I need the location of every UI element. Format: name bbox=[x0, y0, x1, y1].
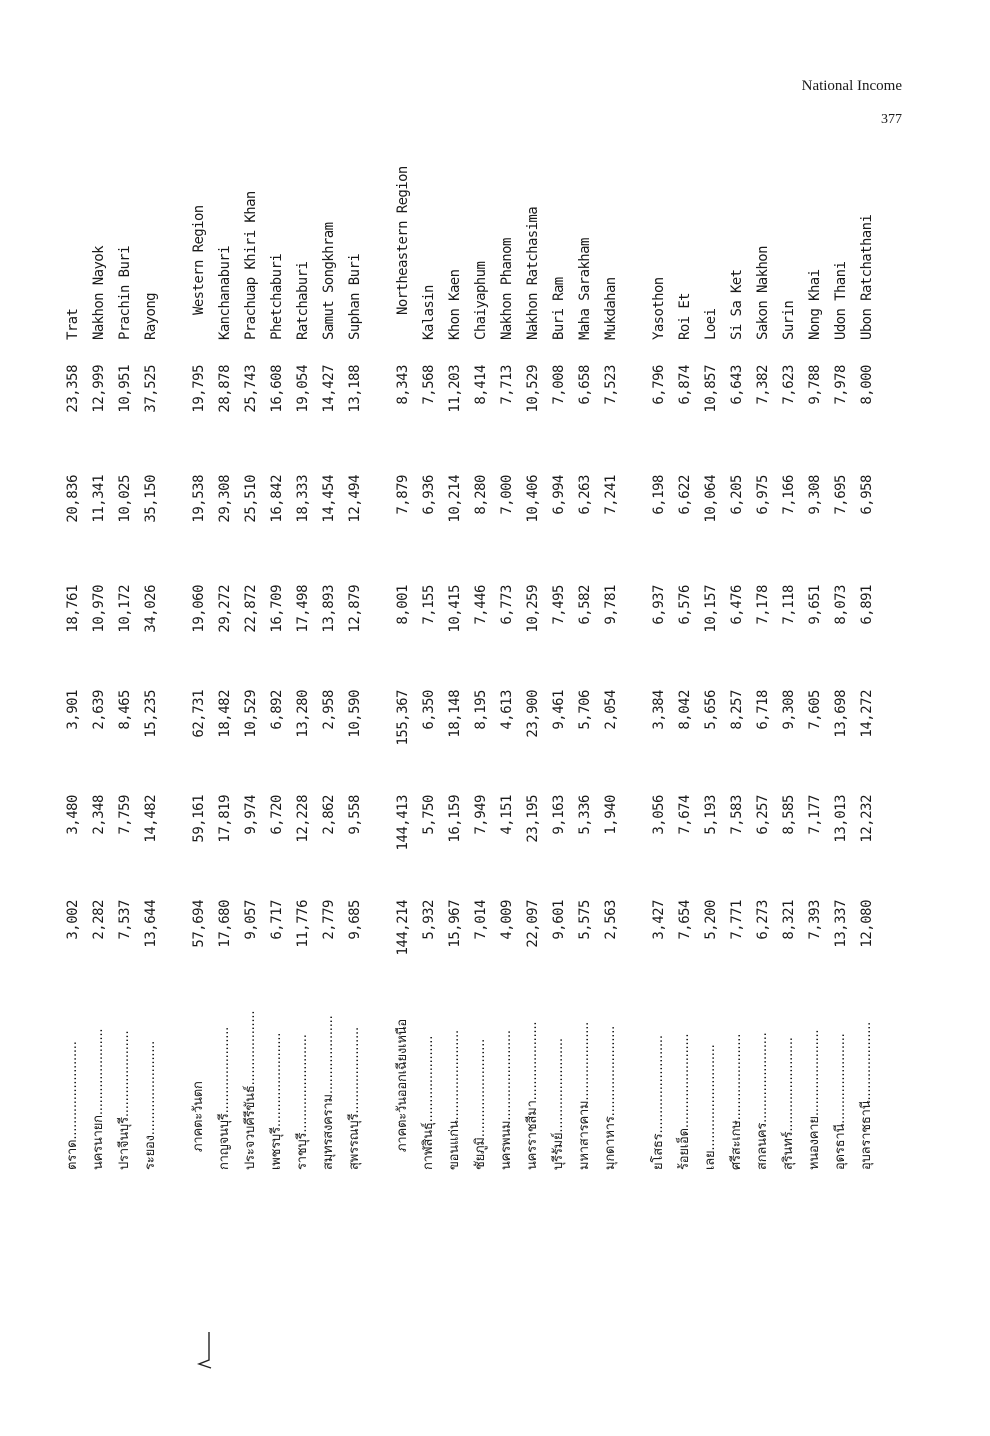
thai-province-name: นครพนม....................... bbox=[499, 1030, 514, 1170]
value-cell: 7,605 bbox=[807, 690, 823, 730]
english-province-name: Maha Sarakham bbox=[577, 238, 593, 340]
value-cell: 10,857 bbox=[703, 365, 719, 413]
english-province-name: Chaiyaphum bbox=[473, 261, 489, 340]
value-cell: 6,257 bbox=[755, 795, 771, 835]
value-cell: 12,080 bbox=[859, 900, 875, 948]
value-cell: 13,644 bbox=[143, 900, 159, 948]
english-province-name: Nakhon Ratchasima bbox=[525, 206, 541, 340]
english-province-name: Trat bbox=[65, 308, 81, 340]
english-province-name: Nakhon Nayok bbox=[91, 246, 107, 340]
table-row bbox=[646, 70, 672, 1170]
value-cell: 7,713 bbox=[499, 365, 515, 405]
thai-province-name: นครราชสีมา.................... bbox=[525, 1021, 540, 1170]
thai-province-name: ประจวบคีรีขันธ์................... bbox=[243, 1010, 258, 1170]
thai-province-name: ภาคตะวันตก bbox=[191, 1081, 206, 1152]
value-cell: 18,333 bbox=[295, 475, 311, 523]
table-row bbox=[468, 70, 494, 1170]
english-province-name: Prachuap Khiri Khan bbox=[243, 191, 259, 340]
value-cell: 11,341 bbox=[91, 475, 107, 523]
thai-province-name: เพชรบุรี........................ bbox=[269, 1032, 284, 1170]
value-cell: 7,393 bbox=[807, 900, 823, 940]
value-cell: 18,482 bbox=[217, 690, 233, 738]
value-cell: 6,658 bbox=[577, 365, 593, 405]
table-row bbox=[494, 70, 520, 1170]
value-cell: 7,000 bbox=[499, 475, 515, 515]
table-row bbox=[828, 70, 854, 1170]
value-cell: 10,406 bbox=[525, 475, 541, 523]
value-cell: 18,761 bbox=[65, 585, 81, 633]
value-cell: 35,150 bbox=[143, 475, 159, 523]
value-cell: 4,151 bbox=[499, 795, 515, 835]
table-row bbox=[238, 70, 264, 1170]
page-number: 377 bbox=[881, 112, 902, 127]
value-cell: 8,343 bbox=[395, 365, 411, 405]
value-cell: 14,427 bbox=[321, 365, 337, 413]
value-cell: 9,685 bbox=[347, 900, 363, 940]
value-cell: 12,228 bbox=[295, 795, 311, 843]
value-cell: 34,026 bbox=[143, 585, 159, 633]
value-cell: 12,999 bbox=[91, 365, 107, 413]
value-cell: 16,608 bbox=[269, 365, 285, 413]
thai-province-name: สมุทรสงคราม.................... bbox=[321, 1015, 336, 1170]
thai-province-name: กาฬสินธุ์...................... bbox=[421, 1035, 436, 1170]
value-cell: 6,718 bbox=[755, 690, 771, 730]
value-cell: 3,002 bbox=[65, 900, 81, 940]
thai-province-name: ชัยภูมิ......................... bbox=[473, 1038, 488, 1170]
value-cell: 19,538 bbox=[191, 475, 207, 523]
table-row bbox=[86, 70, 112, 1170]
value-cell: 7,537 bbox=[117, 900, 133, 940]
value-cell: 29,308 bbox=[217, 475, 233, 523]
running-header-title: National Income bbox=[801, 78, 902, 94]
value-cell: 14,454 bbox=[321, 475, 337, 523]
value-cell: 5,200 bbox=[703, 900, 719, 940]
table-row bbox=[60, 70, 86, 1170]
english-province-name: Suphan Buri bbox=[347, 253, 363, 340]
thai-province-name: ภาคตะวันออกเฉียงเหนือ bbox=[395, 1018, 410, 1152]
table-row bbox=[750, 70, 776, 1170]
region-header-row bbox=[186, 70, 212, 1170]
value-cell: 6,198 bbox=[651, 475, 667, 515]
value-cell: 7,166 bbox=[781, 475, 797, 515]
table-row bbox=[442, 70, 468, 1170]
value-cell: 3,427 bbox=[651, 900, 667, 940]
table-row bbox=[290, 70, 316, 1170]
value-cell: 8,257 bbox=[729, 690, 745, 730]
value-cell: 29,272 bbox=[217, 585, 233, 633]
value-cell: 13,337 bbox=[833, 900, 849, 948]
value-cell: 7,008 bbox=[551, 365, 567, 405]
table-row bbox=[698, 70, 724, 1170]
value-cell: 6,958 bbox=[859, 475, 875, 515]
value-cell: 9,974 bbox=[243, 795, 259, 835]
value-cell: 6,796 bbox=[651, 365, 667, 405]
value-cell: 8,042 bbox=[677, 690, 693, 730]
value-cell: 8,195 bbox=[473, 690, 489, 730]
value-cell: 19,060 bbox=[191, 585, 207, 633]
value-cell: 6,891 bbox=[859, 585, 875, 625]
value-cell: 7,674 bbox=[677, 795, 693, 835]
thai-province-name: ยโสธร......................... bbox=[651, 1035, 666, 1170]
value-cell: 16,842 bbox=[269, 475, 285, 523]
english-province-name: Kanchanaburi bbox=[217, 246, 233, 340]
value-cell: 2,639 bbox=[91, 690, 107, 730]
value-cell: 4,009 bbox=[499, 900, 515, 940]
value-cell: 18,148 bbox=[447, 690, 463, 738]
value-cell: 9,651 bbox=[807, 585, 823, 625]
value-cell: 5,932 bbox=[421, 900, 437, 940]
english-province-name: Roi Et bbox=[677, 293, 693, 340]
value-cell: 2,563 bbox=[603, 900, 619, 940]
value-cell: 17,819 bbox=[217, 795, 233, 843]
thai-province-name: ตราด......................... bbox=[65, 1041, 80, 1170]
value-cell: 11,776 bbox=[295, 900, 311, 948]
value-cell: 6,936 bbox=[421, 475, 437, 515]
value-cell: 3,056 bbox=[651, 795, 667, 835]
value-cell: 7,978 bbox=[833, 365, 849, 405]
value-cell: 6,937 bbox=[651, 585, 667, 625]
english-province-name: Loei bbox=[703, 308, 719, 340]
table-row bbox=[112, 70, 138, 1170]
value-cell: 7,446 bbox=[473, 585, 489, 625]
thai-province-name: มุกดาหาร....................... bbox=[603, 1025, 618, 1170]
thai-province-name: สุรินทร์........................ bbox=[781, 1037, 796, 1170]
value-cell: 7,654 bbox=[677, 900, 693, 940]
value-cell: 7,382 bbox=[755, 365, 771, 405]
value-cell: 13,893 bbox=[321, 585, 337, 633]
value-cell: 7,177 bbox=[807, 795, 823, 835]
value-cell: 9,558 bbox=[347, 795, 363, 835]
value-cell: 6,622 bbox=[677, 475, 693, 515]
value-cell: 10,529 bbox=[525, 365, 541, 413]
value-cell: 6,994 bbox=[551, 475, 567, 515]
value-cell: 19,054 bbox=[295, 365, 311, 413]
value-cell: 10,157 bbox=[703, 585, 719, 633]
value-cell: 13,280 bbox=[295, 690, 311, 738]
rotated-data-table bbox=[60, 70, 900, 1170]
value-cell: 6,273 bbox=[755, 900, 771, 940]
value-cell: 25,510 bbox=[243, 475, 259, 523]
table-row bbox=[212, 70, 238, 1170]
value-cell: 6,350 bbox=[421, 690, 437, 730]
value-cell: 10,259 bbox=[525, 585, 541, 633]
value-cell: 7,771 bbox=[729, 900, 745, 940]
table-row bbox=[572, 70, 598, 1170]
value-cell: 5,336 bbox=[577, 795, 593, 835]
value-cell: 144,413 bbox=[395, 795, 411, 851]
value-cell: 6,582 bbox=[577, 585, 593, 625]
value-cell: 12,232 bbox=[859, 795, 875, 843]
value-cell: 10,951 bbox=[117, 365, 133, 413]
value-cell: 6,892 bbox=[269, 690, 285, 730]
table-row bbox=[724, 70, 750, 1170]
thai-province-name: กาญจนบุรี...................... bbox=[217, 1026, 232, 1170]
thai-province-name: มหาสารคาม.................... bbox=[577, 1021, 592, 1170]
value-cell: 14,482 bbox=[143, 795, 159, 843]
value-cell: 16,159 bbox=[447, 795, 463, 843]
value-cell: 10,415 bbox=[447, 585, 463, 633]
value-cell: 2,282 bbox=[91, 900, 107, 940]
value-cell: 7,118 bbox=[781, 585, 797, 625]
value-cell: 16,709 bbox=[269, 585, 285, 633]
value-cell: 20,836 bbox=[65, 475, 81, 523]
thai-province-name: อุดรธานี....................... bbox=[833, 1033, 848, 1170]
english-province-name: Prachin Buri bbox=[117, 246, 133, 340]
english-province-name: Mukdahan bbox=[603, 277, 619, 340]
value-cell: 6,975 bbox=[755, 475, 771, 515]
value-cell: 155,367 bbox=[395, 690, 411, 746]
value-cell: 10,590 bbox=[347, 690, 363, 738]
value-cell: 10,970 bbox=[91, 585, 107, 633]
value-cell: 9,163 bbox=[551, 795, 567, 835]
value-cell: 10,025 bbox=[117, 475, 133, 523]
value-cell: 8,321 bbox=[781, 900, 797, 940]
value-cell: 8,001 bbox=[395, 585, 411, 625]
value-cell: 9,308 bbox=[781, 690, 797, 730]
value-cell: 6,874 bbox=[677, 365, 693, 405]
value-cell: 2,348 bbox=[91, 795, 107, 835]
english-province-name: Kalasin bbox=[421, 285, 437, 340]
thai-province-name: ขอนแก่น....................... bbox=[447, 1030, 462, 1170]
english-province-name: Surin bbox=[781, 300, 797, 340]
value-cell: 23,358 bbox=[65, 365, 81, 413]
thai-province-name: นครนายก...................... bbox=[91, 1028, 106, 1170]
value-cell: 15,235 bbox=[143, 690, 159, 738]
value-cell: 14,272 bbox=[859, 690, 875, 738]
value-cell: 6,720 bbox=[269, 795, 285, 835]
value-cell: 23,195 bbox=[525, 795, 541, 843]
value-cell: 9,788 bbox=[807, 365, 823, 405]
value-cell: 9,781 bbox=[603, 585, 619, 625]
table-row bbox=[598, 70, 624, 1170]
value-cell: 7,759 bbox=[117, 795, 133, 835]
value-cell: 10,214 bbox=[447, 475, 463, 523]
value-cell: 9,308 bbox=[807, 475, 823, 515]
thai-province-name: บุรีรัมย์........................ bbox=[551, 1038, 566, 1170]
value-cell: 37,525 bbox=[143, 365, 159, 413]
value-cell: 8,465 bbox=[117, 690, 133, 730]
value-cell: 5,750 bbox=[421, 795, 437, 835]
english-province-name: Buri Ram bbox=[551, 277, 567, 340]
value-cell: 19,795 bbox=[191, 365, 207, 413]
value-cell: 9,057 bbox=[243, 900, 259, 940]
value-cell: 13,698 bbox=[833, 690, 849, 738]
value-cell: 2,862 bbox=[321, 795, 337, 835]
table-row bbox=[520, 70, 546, 1170]
table-row bbox=[546, 70, 572, 1170]
value-cell: 17,498 bbox=[295, 585, 311, 633]
english-province-name: Nong Khai bbox=[807, 269, 823, 340]
value-cell: 4,613 bbox=[499, 690, 515, 730]
value-cell: 7,879 bbox=[395, 475, 411, 515]
table-row bbox=[342, 70, 368, 1170]
value-cell: 22,872 bbox=[243, 585, 259, 633]
table-row bbox=[138, 70, 164, 1170]
value-cell: 7,241 bbox=[603, 475, 619, 515]
english-province-name: Ratchaburi bbox=[295, 261, 311, 340]
value-cell: 7,949 bbox=[473, 795, 489, 835]
value-cell: 13,188 bbox=[347, 365, 363, 413]
thai-province-name: อุบลราชธานี.................... bbox=[859, 1021, 874, 1170]
table-row bbox=[416, 70, 442, 1170]
value-cell: 6,476 bbox=[729, 585, 745, 625]
value-cell: 8,073 bbox=[833, 585, 849, 625]
thai-province-name: ราชบุรี......................... bbox=[295, 1034, 310, 1170]
value-cell: 12,494 bbox=[347, 475, 363, 523]
english-province-name: Ubon Ratchathani bbox=[859, 214, 875, 340]
value-cell: 5,193 bbox=[703, 795, 719, 835]
thai-province-name: ร้อยเอ็ด........................ bbox=[677, 1033, 692, 1170]
value-cell: 2,958 bbox=[321, 690, 337, 730]
value-cell: 5,706 bbox=[577, 690, 593, 730]
value-cell: 5,656 bbox=[703, 690, 719, 730]
english-province-name: Nakhon Phanom bbox=[499, 238, 515, 340]
value-cell: 7,495 bbox=[551, 585, 567, 625]
english-province-name: Yasothon bbox=[651, 277, 667, 340]
value-cell: 6,205 bbox=[729, 475, 745, 515]
table-row bbox=[264, 70, 290, 1170]
value-cell: 2,054 bbox=[603, 690, 619, 730]
value-cell: 7,014 bbox=[473, 900, 489, 940]
english-province-name: Udon Thani bbox=[833, 261, 849, 340]
thai-province-name: หนองคาย...................... bbox=[807, 1029, 822, 1170]
value-cell: 28,878 bbox=[217, 365, 233, 413]
value-cell: 13,013 bbox=[833, 795, 849, 843]
english-province-name: Rayong bbox=[143, 293, 159, 340]
value-cell: 2,779 bbox=[321, 900, 337, 940]
value-cell: 59,161 bbox=[191, 795, 207, 843]
value-cell: 10,529 bbox=[243, 690, 259, 738]
value-cell: 9,601 bbox=[551, 900, 567, 940]
value-cell: 15,967 bbox=[447, 900, 463, 948]
english-province-name: Phetchaburi bbox=[269, 253, 285, 340]
value-cell: 23,900 bbox=[525, 690, 541, 738]
english-province-name: Samut Songkhram bbox=[321, 222, 337, 340]
value-cell: 3,901 bbox=[65, 690, 81, 730]
table-row bbox=[854, 70, 880, 1170]
value-cell: 7,568 bbox=[421, 365, 437, 405]
region-header-row bbox=[390, 70, 416, 1170]
thai-province-name: สกลนคร....................... bbox=[755, 1032, 770, 1170]
table-row bbox=[802, 70, 828, 1170]
value-cell: 3,480 bbox=[65, 795, 81, 835]
value-cell: 3,384 bbox=[651, 690, 667, 730]
value-cell: 5,575 bbox=[577, 900, 593, 940]
value-cell: 10,172 bbox=[117, 585, 133, 633]
value-cell: 6,263 bbox=[577, 475, 593, 515]
thai-province-name: เลย........................... bbox=[703, 1044, 718, 1170]
thai-province-name: สุพรรณบุรี...................... bbox=[347, 1027, 362, 1170]
pen-mark-icon bbox=[195, 1330, 225, 1370]
value-cell: 6,717 bbox=[269, 900, 285, 940]
thai-province-name: ปราจีนบุรี...................... bbox=[117, 1030, 132, 1170]
value-cell: 12,879 bbox=[347, 585, 363, 633]
value-cell: 7,178 bbox=[755, 585, 771, 625]
value-cell: 8,000 bbox=[859, 365, 875, 405]
value-cell: 8,585 bbox=[781, 795, 797, 835]
value-cell: 62,731 bbox=[191, 690, 207, 738]
table-row bbox=[316, 70, 342, 1170]
thai-province-name: ระยอง........................ bbox=[143, 1040, 158, 1170]
english-province-name: Si Sa Ket bbox=[729, 269, 745, 340]
value-cell: 10,064 bbox=[703, 475, 719, 523]
value-cell: 22,097 bbox=[525, 900, 541, 948]
table-row bbox=[672, 70, 698, 1170]
table-row bbox=[776, 70, 802, 1170]
value-cell: 7,695 bbox=[833, 475, 849, 515]
value-cell: 7,155 bbox=[421, 585, 437, 625]
value-cell: 25,743 bbox=[243, 365, 259, 413]
value-cell: 7,523 bbox=[603, 365, 619, 405]
value-cell: 8,414 bbox=[473, 365, 489, 405]
value-cell: 57,694 bbox=[191, 900, 207, 948]
value-cell: 6,773 bbox=[499, 585, 515, 625]
value-cell: 1,940 bbox=[603, 795, 619, 835]
english-province-name: Khon Kaen bbox=[447, 269, 463, 340]
english-province-name: Western Region bbox=[191, 205, 207, 315]
value-cell: 17,680 bbox=[217, 900, 233, 948]
value-cell: 144,214 bbox=[395, 900, 411, 956]
value-cell: 8,280 bbox=[473, 475, 489, 515]
value-cell: 7,623 bbox=[781, 365, 797, 405]
value-cell: 6,643 bbox=[729, 365, 745, 405]
value-cell: 11,203 bbox=[447, 365, 463, 413]
thai-province-name: ศรีสะเกษ...................... bbox=[729, 1033, 744, 1170]
english-province-name: Sakon Nakhon bbox=[755, 246, 771, 340]
value-cell: 6,576 bbox=[677, 585, 693, 625]
value-cell: 7,583 bbox=[729, 795, 745, 835]
value-cell: 9,461 bbox=[551, 690, 567, 730]
english-province-name: Northeastern Region bbox=[395, 166, 411, 315]
